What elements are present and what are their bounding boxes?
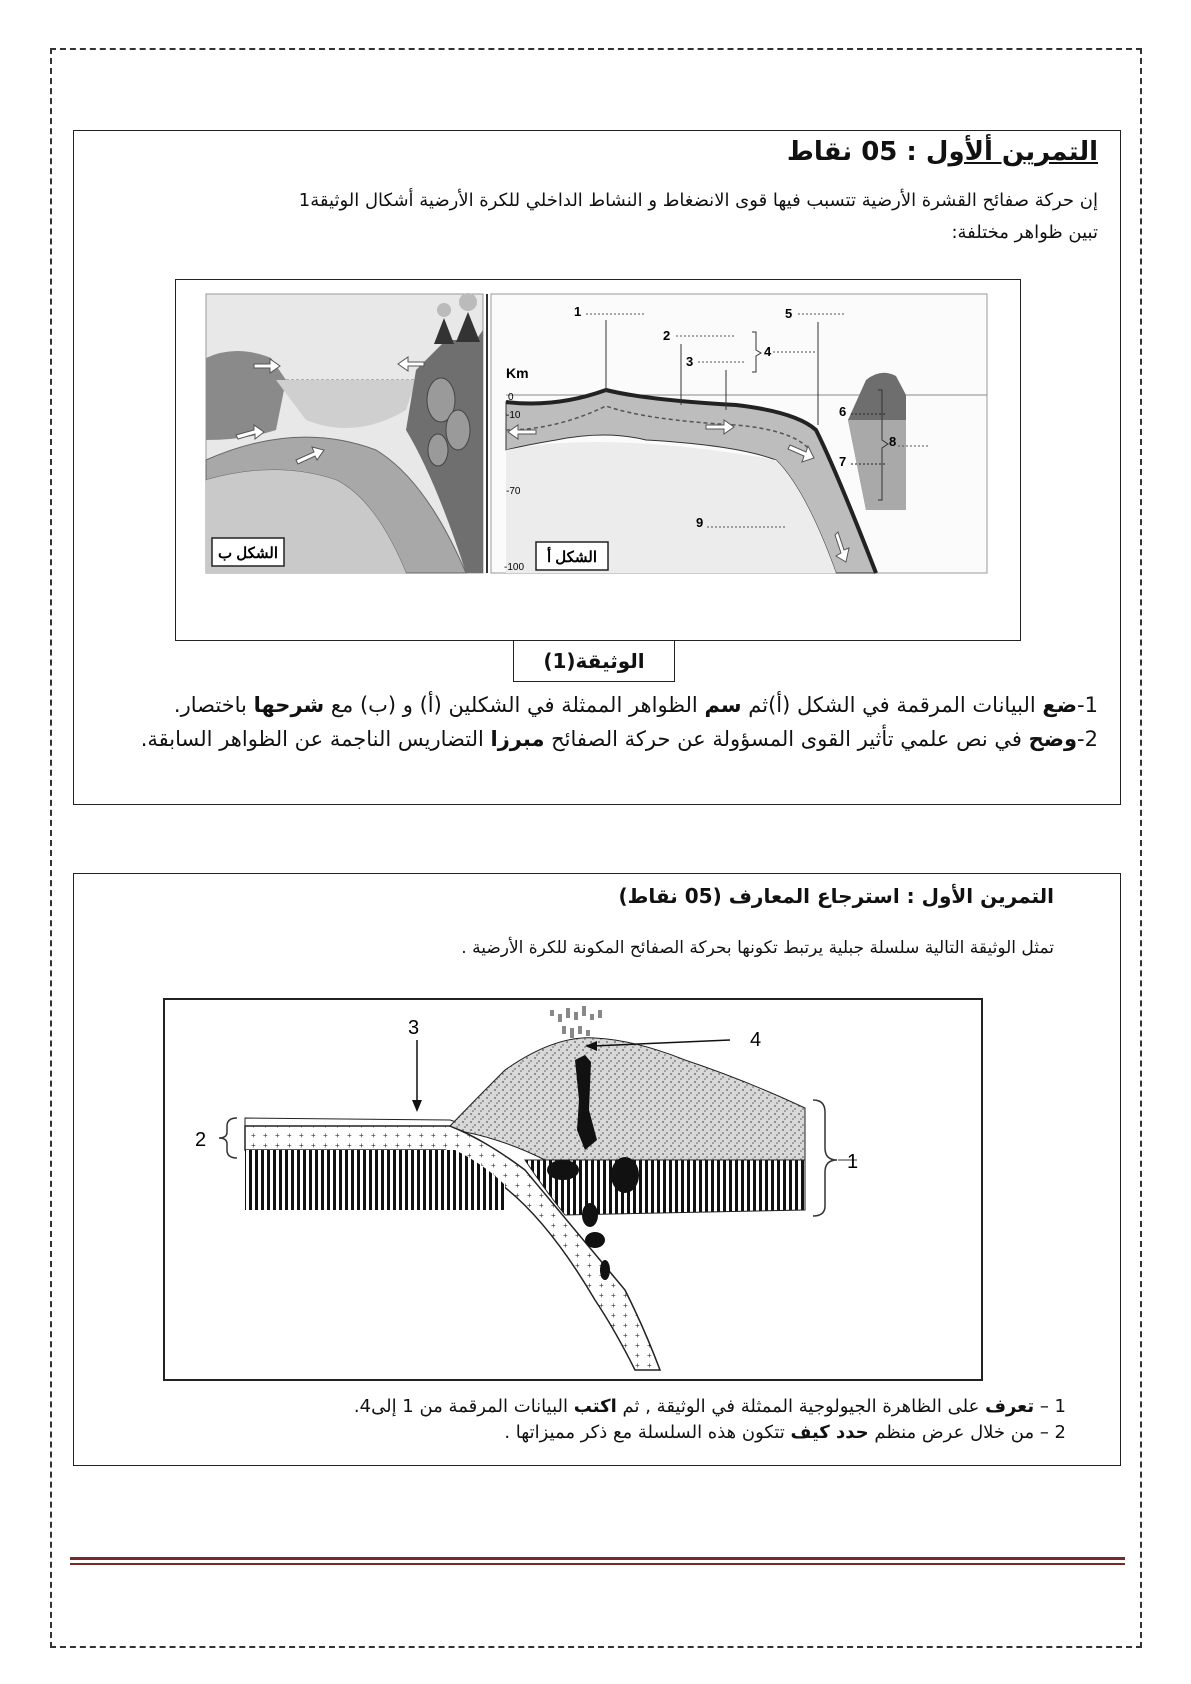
footer-rule-top — [70, 1557, 1125, 1560]
label-1: 1 — [847, 1151, 859, 1173]
mountain-chain-diagram — [165, 1000, 981, 1379]
document-1-diagram — [176, 280, 1019, 639]
label-8: 8 — [889, 434, 897, 449]
figure-a — [491, 294, 987, 573]
axis-tick-70: -70 — [506, 486, 521, 497]
exercise-1-title-suffix: : 05 نقاط — [786, 137, 917, 167]
label-6: 6 — [839, 404, 847, 419]
axis-tick-0: 0 — [508, 392, 514, 403]
exercise-1-box — [73, 130, 1121, 805]
figure-b — [206, 293, 483, 573]
figure-a-label: الشكل أ — [546, 549, 598, 566]
exercise-1-intro-line2: تبين ظواهر مختلفة: — [951, 222, 1098, 243]
figure-b-label: الشكل ب — [217, 545, 279, 562]
axis-tick-100: -100 — [504, 562, 525, 573]
exercise-1-questions — [88, 688, 1098, 756]
label-7: 7 — [839, 454, 847, 469]
exercise-2-question-1: 1 – تعرف على الظاهرة الجيولوجية الممثلة في الوثيقة , ثم اكتب البيانات المرقمة من 1 إلى4. — [353, 1396, 1066, 1417]
label-3: 3 — [686, 354, 694, 369]
footer-rule-bottom — [70, 1563, 1125, 1565]
axis-tick-10: -10 — [506, 410, 521, 421]
exercise-1-title — [787, 137, 1098, 167]
exercise-2-box — [73, 873, 1121, 1466]
label-2: 2 — [663, 328, 671, 343]
document-1-figure — [175, 279, 1021, 641]
label-4: 4 — [764, 344, 772, 359]
exercise-2-title: التمرين الأول : استرجاع المعارف (05 نقاط) — [618, 884, 1054, 908]
exercise-1-title-prefix: التمرين ألأول — [925, 137, 1098, 167]
label-9: 9 — [696, 515, 704, 530]
label-5: 5 — [785, 306, 793, 321]
exercise-1-question-1: 1-ضع البيانات المرقمة في الشكل (أ)ثم سم الظواهر الممثلة في الشكلين (أ) و (ب) مع شرحها باختصار. — [173, 693, 1098, 717]
exercise-2-questions — [106, 1394, 1066, 1446]
label-1: 1 — [574, 304, 582, 319]
exercise-1-intro — [98, 185, 1098, 249]
document-1-caption: الوثيقة(1) — [513, 640, 675, 682]
label-3: 3 — [408, 1017, 420, 1039]
exercise-1-intro-line1: إن حركة صفائح القشرة الأرضية تتسبب فيها قوى الانضغاط و النشاط الداخلي للكرة الأرضية أشكال الوثيقة1 — [298, 190, 1098, 211]
mountain-chain-figure — [163, 998, 983, 1381]
axis-unit-label: Km — [506, 365, 529, 381]
label-4: 4 — [750, 1029, 762, 1051]
exercise-2-question-2: 2 – من خلال عرض منظم حدد كيف تتكون هذه السلسلة مع ذكر مميزاتها . — [504, 1422, 1066, 1443]
exercise-1-question-2: 2-وضح في نص علمي تأثير القوى المسؤولة عن حركة الصفائح مبرزا التضاريس الناجمة عن الظواهر السابقة. — [140, 727, 1098, 751]
label-2: 2 — [195, 1129, 207, 1151]
exercise-2-intro: تمثل الوثيقة التالية سلسلة جبلية يرتبط تكونها بحركة الصفائح المكونة للكرة الأرضية . — [461, 938, 1054, 958]
